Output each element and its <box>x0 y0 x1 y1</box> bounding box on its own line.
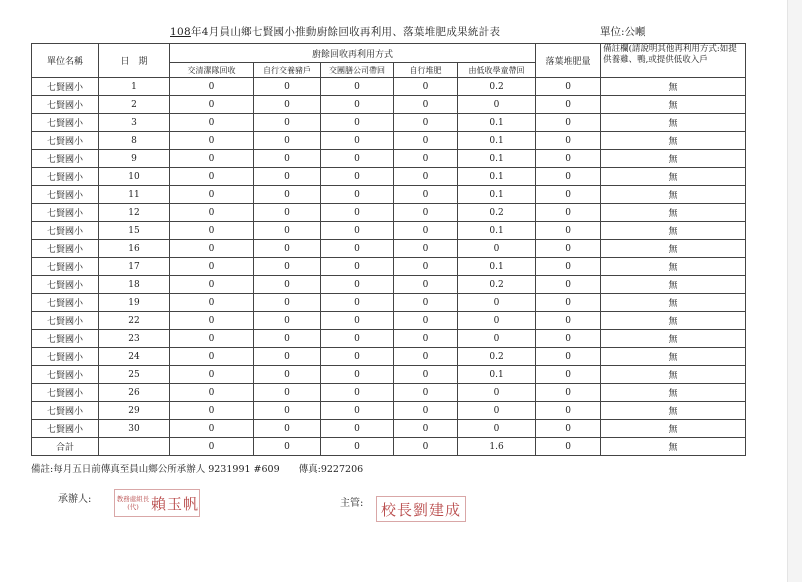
cell-self-compost: 0 <box>394 150 458 168</box>
cell-leaf-compost: 0 <box>536 186 601 204</box>
cell-remark: 無 <box>601 312 746 330</box>
cell-catering-company: 0 <box>321 402 394 420</box>
cell-pig-farmer: 0 <box>254 222 321 240</box>
cell-pig-farmer: 0 <box>254 204 321 222</box>
total-cell: 0 <box>394 438 458 456</box>
cell-date: 10 <box>99 168 170 186</box>
cell-self-compost: 0 <box>394 312 458 330</box>
table-body <box>32 78 746 438</box>
total-date-cell <box>99 438 170 456</box>
cell-cleaning-team: 0 <box>170 150 254 168</box>
cell-school: 七賢國小 <box>32 384 99 402</box>
table-row <box>32 384 746 402</box>
cell-self-compost: 0 <box>394 204 458 222</box>
cell-low-income-students: 0 <box>458 240 536 258</box>
total-cell: 0 <box>254 438 321 456</box>
cell-pig-farmer: 0 <box>254 384 321 402</box>
cell-catering-company: 0 <box>321 78 394 96</box>
cell-self-compost: 0 <box>394 366 458 384</box>
cell-leaf-compost: 0 <box>536 132 601 150</box>
cell-date: 16 <box>99 240 170 258</box>
cell-low-income-students: 0 <box>458 402 536 420</box>
cell-cleaning-team: 0 <box>170 420 254 438</box>
cell-date: 19 <box>99 294 170 312</box>
document-title <box>170 24 500 39</box>
handler-seal-title: 教務處組長 (代) <box>116 495 150 511</box>
statistics-table <box>31 43 746 456</box>
cell-remark: 無 <box>601 150 746 168</box>
header-col-catering-company: 交團膳公司帶回 <box>321 63 394 78</box>
header-col-low-income-students: 由低收學童帶回 <box>458 63 536 78</box>
cell-catering-company: 0 <box>321 114 394 132</box>
cell-date: 8 <box>99 132 170 150</box>
cell-date: 25 <box>99 366 170 384</box>
cell-leaf-compost: 0 <box>536 312 601 330</box>
cell-school: 七賢國小 <box>32 402 99 420</box>
total-cell: 0 <box>170 438 254 456</box>
cell-self-compost: 0 <box>394 384 458 402</box>
cell-self-compost: 0 <box>394 294 458 312</box>
cell-self-compost: 0 <box>394 258 458 276</box>
cell-self-compost: 0 <box>394 96 458 114</box>
cell-low-income-students: 0 <box>458 96 536 114</box>
header-reuse-methods: 廚餘回收再利用方式 <box>170 44 536 63</box>
cell-low-income-students: 0 <box>458 330 536 348</box>
cell-remark: 無 <box>601 114 746 132</box>
cell-cleaning-team: 0 <box>170 168 254 186</box>
cell-catering-company: 0 <box>321 276 394 294</box>
table-row <box>32 348 746 366</box>
cell-date: 9 <box>99 150 170 168</box>
table-row <box>32 402 746 420</box>
cell-leaf-compost: 0 <box>536 78 601 96</box>
cell-school: 七賢國小 <box>32 366 99 384</box>
cell-low-income-students: 0 <box>458 312 536 330</box>
cell-self-compost: 0 <box>394 132 458 150</box>
cell-date: 11 <box>99 186 170 204</box>
cell-school: 七賢國小 <box>32 312 99 330</box>
table-row <box>32 150 746 168</box>
supervisor-label: 主管: <box>340 498 364 509</box>
cell-self-compost: 0 <box>394 114 458 132</box>
cell-leaf-compost: 0 <box>536 402 601 420</box>
cell-date: 1 <box>99 78 170 96</box>
table-row <box>32 366 746 384</box>
total-cell: 無 <box>601 438 746 456</box>
cell-low-income-students: 0 <box>458 294 536 312</box>
table-row <box>32 78 746 96</box>
cell-leaf-compost: 0 <box>536 294 601 312</box>
cell-date: 3 <box>99 114 170 132</box>
cell-school: 七賢國小 <box>32 204 99 222</box>
cell-catering-company: 0 <box>321 348 394 366</box>
header-col-cleaning-team: 交清潔隊回收 <box>170 63 254 78</box>
cell-date: 2 <box>99 96 170 114</box>
cell-low-income-students: 0 <box>458 420 536 438</box>
table-row <box>32 312 746 330</box>
cell-cleaning-team: 0 <box>170 186 254 204</box>
handler-seal-name: 賴玉帆 <box>151 494 200 513</box>
table-row <box>32 276 746 294</box>
cell-remark: 無 <box>601 348 746 366</box>
cell-remark: 無 <box>601 96 746 114</box>
cell-remark: 無 <box>601 168 746 186</box>
cell-leaf-compost: 0 <box>536 420 601 438</box>
table-row <box>32 240 746 258</box>
cell-date: 23 <box>99 330 170 348</box>
title-year: 108 <box>170 26 191 38</box>
cell-pig-farmer: 0 <box>254 276 321 294</box>
cell-low-income-students: 0.1 <box>458 114 536 132</box>
table-row <box>32 330 746 348</box>
unit-label: 單位:公噸 <box>600 26 646 38</box>
page-edge <box>787 0 802 582</box>
cell-remark: 無 <box>601 204 746 222</box>
cell-self-compost: 0 <box>394 420 458 438</box>
cell-cleaning-team: 0 <box>170 276 254 294</box>
cell-remark: 無 <box>601 258 746 276</box>
cell-self-compost: 0 <box>394 240 458 258</box>
cell-cleaning-team: 0 <box>170 348 254 366</box>
handler-label: 承辦人: <box>58 494 92 505</box>
cell-leaf-compost: 0 <box>536 330 601 348</box>
cell-leaf-compost: 0 <box>536 366 601 384</box>
cell-date: 12 <box>99 204 170 222</box>
table-row <box>32 420 746 438</box>
cell-cleaning-team: 0 <box>170 96 254 114</box>
cell-remark: 無 <box>601 294 746 312</box>
table-row <box>32 132 746 150</box>
cell-catering-company: 0 <box>321 222 394 240</box>
cell-cleaning-team: 0 <box>170 132 254 150</box>
cell-pig-farmer: 0 <box>254 150 321 168</box>
header-date: 日 期 <box>99 44 170 78</box>
cell-remark: 無 <box>601 402 746 420</box>
footnote: 備註:每月五日前傳真至員山鄉公所承辦人 9231991 #609 傳真:9227206 <box>31 464 364 475</box>
cell-leaf-compost: 0 <box>536 240 601 258</box>
cell-school: 七賢國小 <box>32 78 99 96</box>
cell-school: 七賢國小 <box>32 348 99 366</box>
cell-remark: 無 <box>601 78 746 96</box>
cell-school: 七賢國小 <box>32 168 99 186</box>
cell-leaf-compost: 0 <box>536 384 601 402</box>
total-row <box>32 438 746 456</box>
cell-school: 七賢國小 <box>32 294 99 312</box>
cell-catering-company: 0 <box>321 240 394 258</box>
cell-remark: 無 <box>601 366 746 384</box>
cell-pig-farmer: 0 <box>254 96 321 114</box>
cell-cleaning-team: 0 <box>170 366 254 384</box>
cell-low-income-students: 0.1 <box>458 366 536 384</box>
cell-pig-farmer: 0 <box>254 240 321 258</box>
cell-catering-company: 0 <box>321 186 394 204</box>
cell-remark: 無 <box>601 330 746 348</box>
cell-pig-farmer: 0 <box>254 420 321 438</box>
cell-pig-farmer: 0 <box>254 186 321 204</box>
cell-cleaning-team: 0 <box>170 402 254 420</box>
cell-catering-company: 0 <box>321 312 394 330</box>
title-text: 年4月員山鄉七賢國小推動廚餘回收再利用、落葉堆肥成果統計表 <box>190 26 501 38</box>
cell-catering-company: 0 <box>321 330 394 348</box>
cell-cleaning-team: 0 <box>170 312 254 330</box>
header-leaf-compost: 落葉堆肥量 <box>536 44 601 78</box>
cell-cleaning-team: 0 <box>170 294 254 312</box>
cell-remark: 無 <box>601 384 746 402</box>
cell-school: 七賢國小 <box>32 258 99 276</box>
cell-low-income-students: 0.2 <box>458 78 536 96</box>
cell-leaf-compost: 0 <box>536 168 601 186</box>
cell-pig-farmer: 0 <box>254 294 321 312</box>
cell-date: 17 <box>99 258 170 276</box>
cell-catering-company: 0 <box>321 366 394 384</box>
cell-date: 29 <box>99 402 170 420</box>
cell-date: 26 <box>99 384 170 402</box>
cell-low-income-students: 0.1 <box>458 186 536 204</box>
table-row <box>32 168 746 186</box>
cell-low-income-students: 0.1 <box>458 150 536 168</box>
cell-school: 七賢國小 <box>32 96 99 114</box>
cell-pig-farmer: 0 <box>254 168 321 186</box>
cell-school: 七賢國小 <box>32 276 99 294</box>
cell-remark: 無 <box>601 240 746 258</box>
total-cell: 0 <box>536 438 601 456</box>
cell-pig-farmer: 0 <box>254 330 321 348</box>
cell-self-compost: 0 <box>394 222 458 240</box>
cell-self-compost: 0 <box>394 402 458 420</box>
header-col-pig-farmer: 自行交養豬戶 <box>254 63 321 78</box>
cell-low-income-students: 0.1 <box>458 132 536 150</box>
table-row <box>32 96 746 114</box>
cell-low-income-students: 0.1 <box>458 258 536 276</box>
total-label: 合計 <box>32 438 99 456</box>
cell-school: 七賢國小 <box>32 186 99 204</box>
cell-low-income-students: 0.1 <box>458 168 536 186</box>
supervisor-seal: 校長劉建成 <box>376 496 466 522</box>
cell-low-income-students: 0.2 <box>458 204 536 222</box>
cell-low-income-students: 0.2 <box>458 348 536 366</box>
cell-pig-farmer: 0 <box>254 132 321 150</box>
header-col-self-compost: 自行堆肥 <box>394 63 458 78</box>
cell-pig-farmer: 0 <box>254 78 321 96</box>
cell-self-compost: 0 <box>394 78 458 96</box>
cell-remark: 無 <box>601 420 746 438</box>
cell-leaf-compost: 0 <box>536 348 601 366</box>
cell-leaf-compost: 0 <box>536 222 601 240</box>
cell-pig-farmer: 0 <box>254 312 321 330</box>
cell-leaf-compost: 0 <box>536 258 601 276</box>
cell-leaf-compost: 0 <box>536 276 601 294</box>
cell-catering-company: 0 <box>321 132 394 150</box>
cell-remark: 無 <box>601 132 746 150</box>
cell-date: 15 <box>99 222 170 240</box>
cell-catering-company: 0 <box>321 294 394 312</box>
cell-cleaning-team: 0 <box>170 114 254 132</box>
cell-pig-farmer: 0 <box>254 402 321 420</box>
cell-school: 七賢國小 <box>32 150 99 168</box>
cell-school: 七賢國小 <box>32 420 99 438</box>
table-row <box>32 186 746 204</box>
cell-self-compost: 0 <box>394 348 458 366</box>
table-row <box>32 222 746 240</box>
table-row <box>32 204 746 222</box>
cell-remark: 無 <box>601 222 746 240</box>
cell-cleaning-team: 0 <box>170 240 254 258</box>
total-cell: 1.6 <box>458 438 536 456</box>
cell-catering-company: 0 <box>321 96 394 114</box>
cell-catering-company: 0 <box>321 150 394 168</box>
cell-self-compost: 0 <box>394 276 458 294</box>
cell-cleaning-team: 0 <box>170 78 254 96</box>
cell-self-compost: 0 <box>394 168 458 186</box>
cell-cleaning-team: 0 <box>170 384 254 402</box>
cell-catering-company: 0 <box>321 420 394 438</box>
cell-leaf-compost: 0 <box>536 96 601 114</box>
table-row <box>32 114 746 132</box>
header-remarks: 備註欄(請說明其他再利用方式:如提供養雞、鴨,或提供低收入戶 <box>601 44 746 78</box>
cell-date: 22 <box>99 312 170 330</box>
cell-catering-company: 0 <box>321 258 394 276</box>
cell-catering-company: 0 <box>321 168 394 186</box>
cell-cleaning-team: 0 <box>170 258 254 276</box>
cell-self-compost: 0 <box>394 330 458 348</box>
cell-leaf-compost: 0 <box>536 150 601 168</box>
table-row <box>32 294 746 312</box>
cell-date: 24 <box>99 348 170 366</box>
total-cell: 0 <box>321 438 394 456</box>
cell-school: 七賢國小 <box>32 132 99 150</box>
cell-cleaning-team: 0 <box>170 330 254 348</box>
cell-pig-farmer: 0 <box>254 258 321 276</box>
cell-leaf-compost: 0 <box>536 204 601 222</box>
cell-remark: 無 <box>601 186 746 204</box>
cell-pig-farmer: 0 <box>254 366 321 384</box>
cell-low-income-students: 0.2 <box>458 276 536 294</box>
cell-pig-farmer: 0 <box>254 114 321 132</box>
cell-self-compost: 0 <box>394 186 458 204</box>
cell-cleaning-team: 0 <box>170 204 254 222</box>
cell-pig-farmer: 0 <box>254 348 321 366</box>
handler-seal <box>114 489 200 517</box>
cell-school: 七賢國小 <box>32 240 99 258</box>
cell-low-income-students: 0 <box>458 384 536 402</box>
cell-school: 七賢國小 <box>32 222 99 240</box>
cell-low-income-students: 0.1 <box>458 222 536 240</box>
cell-remark: 無 <box>601 276 746 294</box>
cell-leaf-compost: 0 <box>536 114 601 132</box>
cell-date: 30 <box>99 420 170 438</box>
cell-catering-company: 0 <box>321 384 394 402</box>
header-school: 單位名稱 <box>32 44 99 78</box>
cell-catering-company: 0 <box>321 204 394 222</box>
table-row <box>32 258 746 276</box>
cell-school: 七賢國小 <box>32 114 99 132</box>
cell-school: 七賢國小 <box>32 330 99 348</box>
cell-cleaning-team: 0 <box>170 222 254 240</box>
cell-date: 18 <box>99 276 170 294</box>
